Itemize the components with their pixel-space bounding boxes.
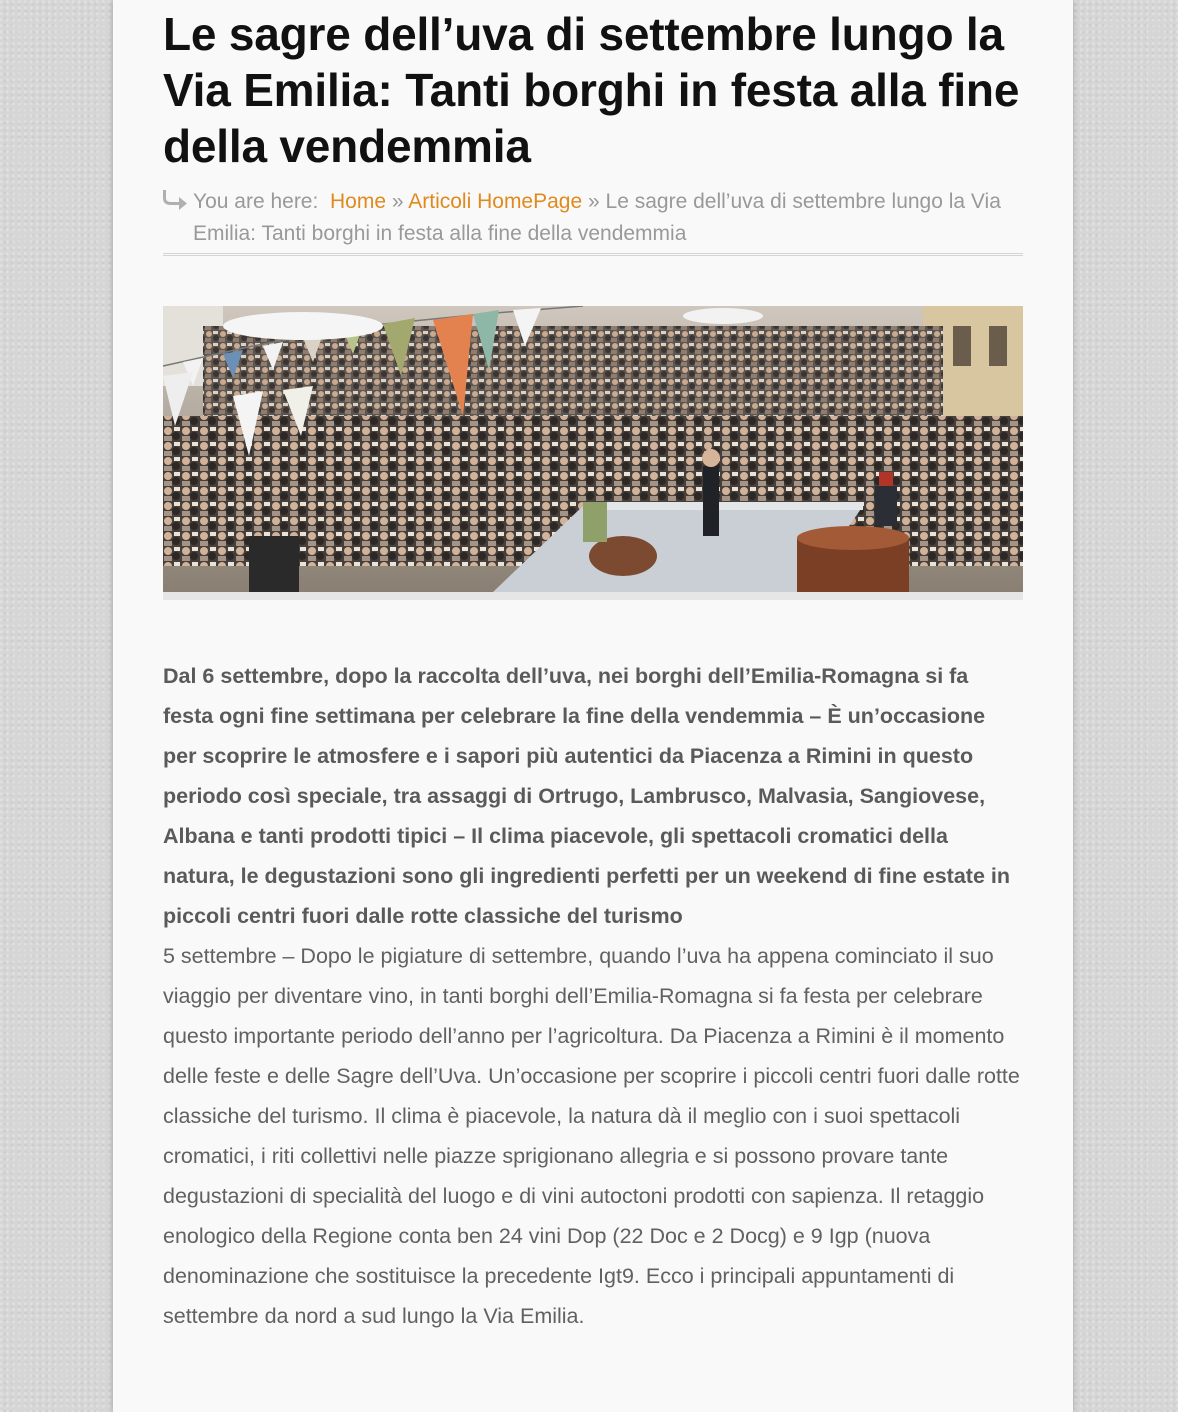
breadcrumb bbox=[163, 186, 1023, 256]
crowd-festival-photo bbox=[163, 306, 1023, 592]
breadcrumb-prefix: You are here: bbox=[193, 190, 319, 213]
curved-arrow-icon bbox=[163, 188, 189, 210]
article-content bbox=[163, 0, 1023, 1336]
article-card bbox=[113, 0, 1073, 1412]
breadcrumb-home-link[interactable]: Home bbox=[330, 190, 387, 213]
breadcrumb-separator: » bbox=[391, 190, 404, 213]
article-lead: Dal 6 settembre, dopo la raccolta dell’uva, nei borghi dell’Emilia-Romagna si fa festa ogni fine settimana per celebrare la fine della vendemmia – È un’occasione per scoprire le atmosfere e i sapori più autentici da Piacenza a Rimini in questo periodo così speciale, tra assaggi di Ortrugo, Lambrusco, Malvasia, Sangiovese, Albana e tanti prodotti tipici – Il clima piacevole, gli spettacoli cromatici della natura, le degustazioni sono gli ingredienti perfetti per un weekend di fine estate in piccoli centri fuori dalle rotte classiche del turismo bbox=[163, 664, 1010, 928]
breadcrumb-current: Le sagre dell’uva di settembre lungo la Via Emilia: Tanti borghi in festa alla fine della vendemmia bbox=[193, 190, 1001, 245]
article-title: Le sagre dell’uva di settembre lungo la Via Emilia: Tanti borghi in festa alla fine della vendemmia bbox=[163, 8, 1020, 172]
breadcrumb-separator: » bbox=[588, 190, 600, 213]
article-body: 5 settembre – Dopo le pigiature di settembre, quando l’uva ha appena cominciato il suo viaggio per diventare vino, in tanti borghi dell’Emilia-Romagna si fa festa per celebrare questo importante periodo dell’anno per l’agricoltura. Da Piacenza a Rimini è il momento delle feste e delle Sagre dell’Uva. Un’occasione per scoprire i piccoli centri fuori dalle rotte classiche del turismo. Il clima è piacevole, la natura dà il meglio con i suoi spettacoli cromatici, i riti collettivi nelle piazze sprigionano allegria e si possono provare tante degustazioni di specialità del luogo e di vini autoctoni prodotti con sapienza. Il retaggio enologico della Regione conta ben 24 vini Dop (22 Doc e 2 Docg) e 9 Igp (nuova denominazione che sostituisce la precedente Igt9. Ecco i principali appuntamenti di settembre da nord a sud lungo la Via Emilia. bbox=[163, 944, 1020, 1328]
breadcrumb-articoli-link[interactable]: Articoli HomePage bbox=[408, 190, 583, 213]
hero-image-frame bbox=[163, 306, 1023, 600]
